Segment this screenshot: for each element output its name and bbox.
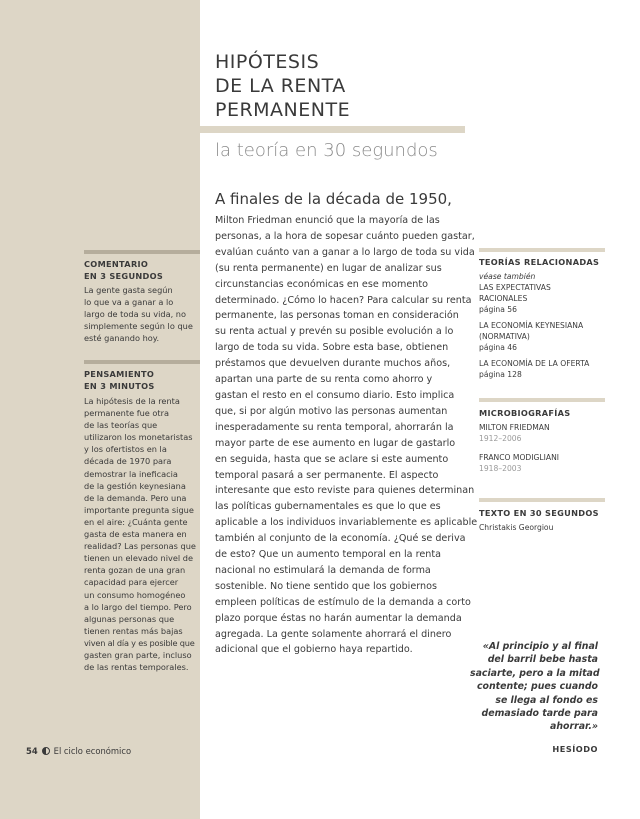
comentario-line: simplemente según lo que — [84, 321, 193, 332]
body-line: temporal pasará a ser permanente. El aspecto — [215, 469, 439, 481]
pensamiento-line: a lo largo del tiempo. Pero — [84, 601, 192, 612]
pensamiento-line: algunas personas que — [84, 613, 175, 624]
related-theory-link[interactable]: LA ECONOMÍA KEYNESIANA — [479, 321, 584, 330]
body-line: préstamos que devuelven durante muchos años, — [215, 358, 451, 370]
comentario-line: largo de toda su vida, no — [84, 309, 186, 320]
pensamiento-line: renta gozan de una gran — [84, 565, 186, 576]
pensamiento-line: tienen rentas más bajas — [84, 625, 183, 636]
body-line: empleen políticas de estímulo de la demanda a corto — [215, 596, 471, 608]
title-line: DE LA RENTA — [215, 75, 346, 97]
comentario-text — [84, 284, 200, 344]
comentario-rule — [84, 250, 200, 254]
pensamiento-line: gasta de esta manera en — [84, 529, 187, 540]
bio-years: 1912–2006 — [479, 434, 522, 443]
related-theory-link[interactable]: LAS EXPECTATIVAS — [479, 283, 551, 292]
related-theory-page: página 128 — [479, 370, 522, 379]
pensamiento-line: un consumo homogéneo — [84, 589, 186, 600]
page-title — [215, 50, 475, 122]
heading-line: COMENTARIO — [84, 259, 149, 269]
pensamiento-line: capacidad para ejercer — [84, 577, 179, 588]
texto-rule — [479, 498, 605, 502]
see-also-label: véase también — [479, 272, 536, 281]
related-theory-page: página 56 — [479, 305, 517, 314]
pensamiento-line: gasten gran parte, incluso — [84, 649, 192, 660]
pensamiento-line: de las teorías que — [84, 420, 158, 431]
title-line: HIPÓTESIS — [215, 51, 320, 73]
page-footer — [26, 746, 131, 756]
author-name: Christakis Georgiou — [479, 523, 554, 532]
body-line: también al conjunto de la economía. ¿Qué se deriva — [215, 533, 466, 545]
pensamiento-line: utilizaron los monetaristas — [84, 432, 193, 443]
body-line: en seguida, hasta que se aclare si este aumento — [215, 453, 449, 465]
bio-name: MILTON FRIEDMAN — [479, 423, 550, 432]
pensamiento-rule — [84, 360, 200, 364]
quote-line: contente; pues cuando — [476, 681, 598, 693]
bio-name: FRANCO MODIGLIANI — [479, 453, 559, 462]
body-line: circunstancias económicas en ese momento — [215, 278, 428, 290]
title-rule — [200, 126, 465, 133]
pensamiento-line: La hipótesis de la renta — [84, 396, 180, 406]
related-theory-page: página 46 — [479, 343, 517, 352]
body-line: Milton Friedman enunció que la mayoría de las — [215, 215, 440, 226]
teorias-heading: TEORÍAS RELACIONADAS — [479, 257, 600, 267]
pensamiento-line: importante pregunta sigue — [84, 504, 194, 515]
body-line: inesperadamente su renta temporal, ahorrarán la — [215, 421, 454, 433]
pensamiento-text — [84, 395, 200, 673]
pensamiento-line: y los ofertistos en la — [84, 444, 167, 455]
comentario-line: La gente gasta según — [84, 285, 173, 295]
heading-line: EN 3 MINUTOS — [84, 380, 155, 391]
bio-years: 1918–2003 — [479, 464, 522, 473]
body-line: adicional que el gobierno haya repartido. — [215, 644, 413, 656]
pensamiento-line: de las rentas temporales. — [84, 662, 189, 673]
body-line: plazo porque éstas no harán aumentar la demanda — [215, 612, 462, 624]
page-subtitle: la teoría en 30 segundos — [215, 140, 438, 161]
pensamiento-line: de la demanda. Pero una — [84, 492, 187, 503]
related-theory-link[interactable]: LA ECONOMÍA DE LA OFERTA — [479, 359, 590, 368]
body-line: evalúan cuánto van a ganar a lo largo de toda su vida — [215, 246, 475, 258]
body-line: mayor parte de ese aumento en lugar de gastarlo — [215, 437, 456, 449]
pensamiento-line: viven al día y es posible que — [84, 637, 195, 648]
comentario-line: lo que va a ganar a lo — [84, 297, 174, 308]
quote-line: saciarte, pero a la mitad — [470, 667, 600, 679]
body-line: gastan el resto en el consumo diario. Esto implica — [215, 389, 455, 401]
quote-author: HESÍODO — [552, 744, 598, 754]
body-line: de esto? Que un aumento temporal en la renta — [215, 549, 441, 561]
body-line: interesante que esto reviste para quienes determinan — [215, 485, 475, 497]
section-name: El ciclo económico — [53, 746, 132, 756]
comentario-heading — [84, 259, 200, 282]
body-line: apartan una parte de su renta como ahorro y — [215, 374, 433, 386]
pensamiento-line: en el aire: ¿Cuánta gente — [84, 516, 188, 527]
page-number: 54 — [26, 746, 38, 756]
lead-sentence: A finales de la década de 1950, — [215, 190, 452, 208]
texto-heading: TEXTO EN 30 SEGUNDOS — [479, 508, 599, 518]
teorias-list — [479, 271, 609, 380]
heading-line: PENSAMIENTO — [84, 369, 155, 379]
body-line: nacional no estimulará la demanda de forma — [215, 564, 431, 576]
body-line: su renta actual y prevén su posible evolución a lo — [215, 326, 454, 338]
quote-line: del barril bebe hasta — [487, 654, 598, 666]
quote-line: se llega al fondo es — [495, 694, 598, 706]
pensamiento-line: permanente fue otra — [84, 408, 170, 419]
title-line: PERMANENTE — [215, 99, 351, 121]
heading-line: EN 3 SEGUNDOS — [84, 270, 164, 281]
micro-list — [479, 422, 609, 474]
body-line: aplicable a los individuos invariablemente es aplicable — [215, 517, 478, 529]
body-line: determinado. ¿Cómo lo hacen? Para calcular su renta — [215, 294, 472, 306]
pensamiento-line: realidad? Las personas que — [84, 541, 196, 552]
body-line: largo de toda su vida. Sobre esta base, obtienen — [215, 342, 449, 354]
micro-heading: MICROBIOGRAFÍAS — [479, 408, 571, 418]
teorias-rule — [479, 248, 605, 252]
micro-rule — [479, 398, 605, 402]
body-line: las políticas gubernamentales es que lo que es — [215, 501, 441, 513]
body-line: sostenible. No tiene sentido que los gobiernos — [215, 580, 437, 592]
pensamiento-heading — [84, 369, 200, 392]
quote-line: demasiado tarde para — [481, 708, 598, 720]
body-line: que, si por algún motivo las personas aumentan — [215, 405, 448, 417]
pensamiento-line: demostrar la ineficacia — [84, 468, 178, 479]
quote-line: ahorrar.» — [550, 721, 598, 733]
quote-line: «Al principio y al final — [482, 641, 598, 652]
body-line: personas, a la hora de sopesar cuánto pueden gastar, — [215, 230, 475, 242]
pensamiento-line: década de 1970 para — [84, 456, 172, 467]
pull-quote — [470, 640, 598, 734]
main-body-text — [215, 213, 478, 658]
body-line: permanente, las personas toman en consideración — [215, 310, 459, 322]
related-theory-link[interactable]: (NORMATIVA) — [479, 332, 530, 341]
half-circle-icon — [42, 747, 50, 755]
pensamiento-line: de la gestión keynesiana — [84, 480, 186, 491]
body-line: agregada. La gente solamente ahorrará el dinero — [215, 628, 452, 640]
body-line: (su renta permanente) en lugar de analizar sus — [215, 262, 442, 274]
related-theory-link[interactable]: RACIONALES — [479, 294, 528, 303]
pensamiento-line: tienen un elevado nivel de — [84, 553, 194, 564]
texto-author — [479, 522, 609, 533]
comentario-line: esté ganando hoy. — [84, 333, 160, 344]
